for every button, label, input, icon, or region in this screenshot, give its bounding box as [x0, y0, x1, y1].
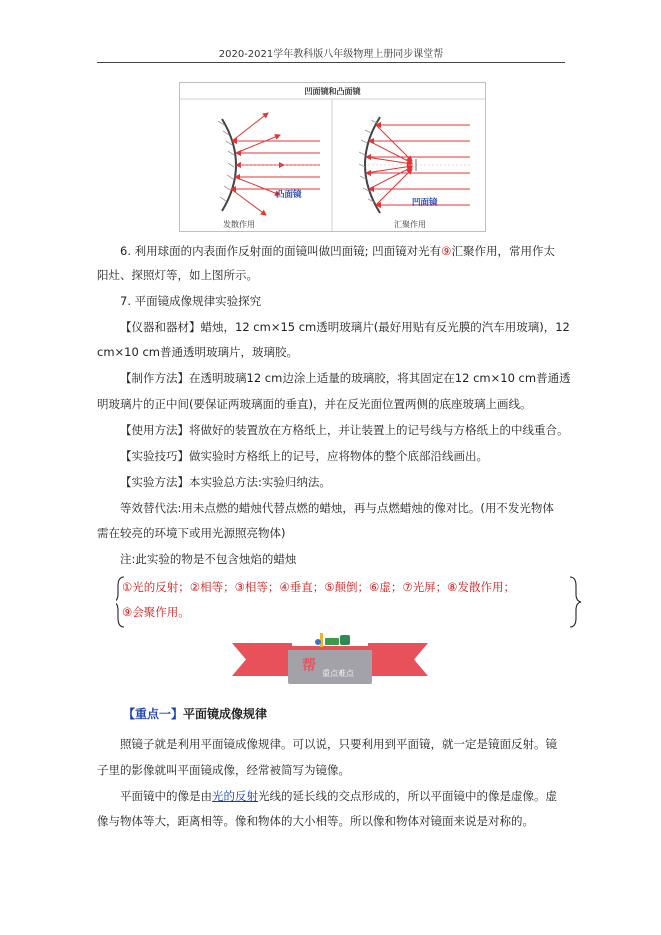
- left-caption: 发散作用: [223, 220, 255, 229]
- key-point-heading: [123, 705, 267, 722]
- key-point-p1-line2: 子里的影像就叫平面镜成像，经常被简写为镜像。: [97, 763, 350, 777]
- concave-mirror-diagram: [359, 117, 470, 229]
- concave-reflect-1: [376, 125, 412, 161]
- item7-making-line2: 明玻璃片的正中间(要保证两玻璃面的垂直)，并在反光面位置两侧的底座玻璃上画线。: [97, 397, 532, 411]
- concave-reflect-4: [366, 166, 412, 173]
- convex-reflect-4: [235, 177, 280, 195]
- item6-answer-marker: ⑨: [441, 244, 452, 258]
- convex-label: 凸面镜: [276, 190, 302, 200]
- item7-equipment-line1: 【仪器和器材】蜡烛，12 cm×15 cm透明玻璃片(最好用贴有反光膜的汽车用玻璃)，12: [120, 320, 570, 334]
- item7-usage: 【使用方法】将做好的装置放在方格纸上，并让装置上的记号线与方格纸上的中线重合。: [120, 423, 569, 437]
- figure-title: 凹面镜和凸面镜: [304, 87, 361, 96]
- answer-line2: ⑨会聚作用。: [122, 605, 190, 619]
- item7-equipment-line2: cm×10 cm普通透明玻璃片，玻璃胶。: [97, 345, 298, 359]
- key-points-banner: [230, 628, 430, 692]
- item7-method: 【实验方法】本实验总方法:实验归纳法。: [120, 475, 331, 489]
- convex-reflect-1: [232, 113, 268, 141]
- key-point-p2-line1: [120, 788, 557, 804]
- concave-reflect-6: [376, 169, 412, 205]
- convex-reflect-5: [231, 189, 266, 215]
- convex-mirror-diagram: [218, 113, 320, 229]
- convex-reflect-2: [236, 135, 280, 153]
- mirror-figure: [179, 82, 486, 232]
- page-header: 2020-2021学年教科版八年级物理上册同步课堂帮: [218, 49, 444, 60]
- header-divider: [97, 62, 565, 63]
- key-point-p1-line1: 照镜子就是利用平面镜成像规律。可以说，只要利用到平面镜，就一定是镜面反射。镜: [120, 737, 557, 751]
- banner-ribbon-left: [232, 643, 292, 676]
- banner-ribbon-right: [368, 643, 428, 676]
- concave-reflect-2: [369, 141, 412, 163]
- banner-label: 重点难点: [322, 669, 354, 678]
- banner-stationery-icon: [315, 633, 350, 647]
- concave-reflect-5: [369, 167, 412, 189]
- item7-title: 7. 平面镜成像规律实验探究: [120, 294, 262, 308]
- mirror-diagram: [180, 83, 485, 231]
- key-point-title: 平面镜成像规律: [183, 707, 268, 721]
- item6-text-b: 汇聚作用，常用作太: [451, 244, 555, 258]
- key-point-p2-line2: 像与物体等大，距离相等。像和物体的大小相等。所以像和物体对镜面来说是对称的。: [97, 814, 534, 828]
- item7-tips: 【实验技巧】做实验时方格纸上的记号，应将物体的整个底部沿线画出。: [120, 449, 488, 463]
- item7-making-line1: 【制作方法】在透明玻璃12 cm边涂上适量的玻璃胶，将其固定在12 cm×10 cm普通透: [120, 371, 571, 385]
- key-point-p2-text-a: 平面镜中的像是由: [120, 789, 212, 803]
- convex-mirror-surface: [222, 119, 236, 211]
- key-point-bracket: 【重点一】: [123, 707, 184, 721]
- item6-text-a: 6. 利用球面的内表面作反射面的面镜叫做凹面镜; 凹面镜对光有: [120, 244, 442, 258]
- light-reflection-link[interactable]: 光的反射: [212, 789, 258, 803]
- item7-note: 注:此实验的物是不包含烛焰的蜡烛: [120, 552, 297, 566]
- answer-right-brace: [570, 577, 581, 627]
- concave-reflect-3: [366, 157, 412, 164]
- banner-plate-stripe: [288, 646, 372, 650]
- banner-icon-char: 帮: [302, 658, 316, 674]
- answer-line1: ①光的反射；②相等；③相等；④垂直；⑤颠倒；⑥虚；⑦光屏；⑧发散作用；: [122, 580, 515, 594]
- item6-line1: [120, 243, 555, 259]
- item7-equivalent-line1: 等效替代法:用未点燃的蜡烛代替点燃的蜡烛，再与点燃蜡烛的像对比。(用不发光物体: [120, 501, 554, 515]
- banner-plate: [288, 646, 372, 684]
- item6-line2: 阳灶、探照灯等，如上图所示。: [97, 268, 258, 282]
- item7-equivalent-line2: 需在较亮的环境下或用光源照亮物体): [97, 526, 286, 540]
- right-caption: 汇聚作用: [394, 220, 426, 229]
- key-point-p2-text-b: 光线的延长线的交点形成的，所以平面镜中的像是虚像。虚: [258, 789, 557, 803]
- concave-label: 凹面镜: [412, 198, 438, 208]
